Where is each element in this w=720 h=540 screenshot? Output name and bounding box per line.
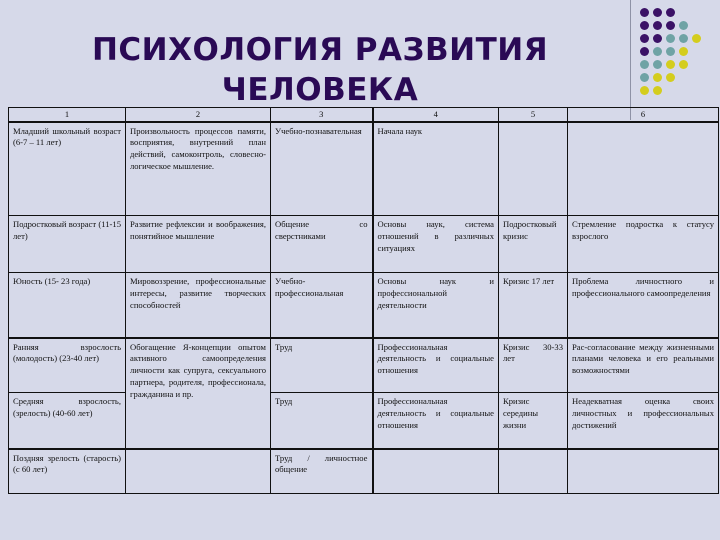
page-title — [60, 30, 580, 110]
decor-dot — [679, 60, 688, 69]
column-header-1: 1 — [9, 108, 126, 122]
column-header-4: 4 — [373, 108, 499, 122]
leading-activity-cell: Труд — [271, 393, 373, 449]
decor-dot — [692, 34, 701, 43]
title-line-1: ПСИХОЛОГИЯ РАЗВИТИЯ — [91, 32, 549, 68]
decor-dot — [640, 21, 649, 30]
decor-dot — [666, 47, 675, 56]
decor-dot — [653, 86, 662, 95]
decor-dot — [640, 73, 649, 82]
decor-dot — [666, 8, 675, 17]
period-cell: Подростковый возраст (11-15 лет) — [9, 216, 126, 273]
period-cell: Юность (15- 23 года) — [9, 273, 126, 338]
leading-activity-cell: Общение со сверстниками — [271, 216, 373, 273]
period-cell: Ранняя взрослость (молодость) (23-40 лет) — [9, 338, 126, 393]
neoformations-cell: Мировоззрение, профессиональные интересы, развитие творческих способностей — [126, 273, 271, 338]
content-cell: Основы наук и профессиональной деятельности — [373, 273, 499, 338]
table-row — [9, 338, 719, 393]
decor-dot — [679, 21, 688, 30]
content-cell: Профессиональная деятельность и социальные отношения — [373, 338, 499, 393]
neoformations-cell: Произвольность процессов памяти, восприятия, внутренний план действий, самоконтроль, словесно-логическое мышление. — [126, 122, 271, 216]
decor-dot — [666, 60, 675, 69]
content-cell: Начала наук — [373, 122, 499, 216]
period-cell: Средняя взрослость, (зрелость) (40-60 лет) — [9, 393, 126, 449]
table-row — [9, 393, 719, 449]
decor-dot — [666, 34, 675, 43]
leading-activity-cell: Труд — [271, 338, 373, 393]
decor-dot — [640, 86, 649, 95]
leading-activity-cell: Учебно-познавательная — [271, 122, 373, 216]
crisis-cell: Кризис 30-33 лет — [499, 338, 568, 393]
crisis-cell — [499, 122, 568, 216]
column-header-6: 6 — [568, 108, 719, 122]
neoformations-cell: Обогащение Я-концепции опытом активного самоопределения личности как супруга, сексуального партнера, родителя, профессионала, гражданина и пр. — [126, 338, 271, 449]
content-cell — [373, 449, 499, 494]
column-header-5: 5 — [499, 108, 568, 122]
decor-dot — [640, 8, 649, 17]
decor-dot — [653, 21, 662, 30]
decor-dot — [666, 73, 675, 82]
crisis-cell — [499, 449, 568, 494]
dot-grid-icon — [640, 8, 720, 108]
table-row — [9, 273, 719, 338]
problem-cell: Стремление подростка к статусу взрослого — [568, 216, 719, 273]
decor-dot — [653, 60, 662, 69]
problem-cell: Проблема личностного и профессионального самоопределения — [568, 273, 719, 338]
content-cell: Основы наук, система отношений в различных ситуациях — [373, 216, 499, 273]
neoformations-cell — [126, 449, 271, 494]
neoformations-cell: Развитие рефлексии и воображения, понятийное мышление — [126, 216, 271, 273]
period-cell: Поздняя зрелость (старость) (с 60 лет) — [9, 449, 126, 494]
table-row — [9, 449, 719, 494]
table-row — [9, 216, 719, 273]
leading-activity-cell: Учебно-профессиональная — [271, 273, 373, 338]
table-row — [9, 122, 719, 216]
problem-cell — [568, 449, 719, 494]
problem-cell — [568, 122, 719, 216]
crisis-cell: Кризис 17 лет — [499, 273, 568, 338]
slide-divider-line — [630, 0, 631, 120]
column-header-2: 2 — [126, 108, 271, 122]
leading-activity-cell: Труд / личностное общение — [271, 449, 373, 494]
decor-dot — [679, 34, 688, 43]
crisis-cell: Кризис середины жизни — [499, 393, 568, 449]
decor-dot — [640, 34, 649, 43]
column-header-3: 3 — [271, 108, 373, 122]
title-line-2: ЧЕЛОВЕКА — [221, 72, 419, 108]
decor-dot — [653, 47, 662, 56]
problem-cell: Неадекватная оценка своих личностных и профессиональных достижений — [568, 393, 719, 449]
period-cell: Младший школьный возраст (6-7 – 11 лет) — [9, 122, 126, 216]
decor-dot — [640, 60, 649, 69]
content-cell: Профессиональная деятельность и социальные отношения — [373, 393, 499, 449]
column-header-row — [9, 108, 719, 122]
development-table — [8, 107, 719, 494]
decor-dot — [653, 73, 662, 82]
crisis-cell: Подростковый кризис — [499, 216, 568, 273]
decor-dot — [640, 47, 649, 56]
decor-dot — [666, 21, 675, 30]
decor-dot — [653, 34, 662, 43]
decor-dot — [679, 47, 688, 56]
problem-cell: Рас-согласование между жизненными планами человека и его реальными возможностями — [568, 338, 719, 393]
decor-dot — [653, 8, 662, 17]
